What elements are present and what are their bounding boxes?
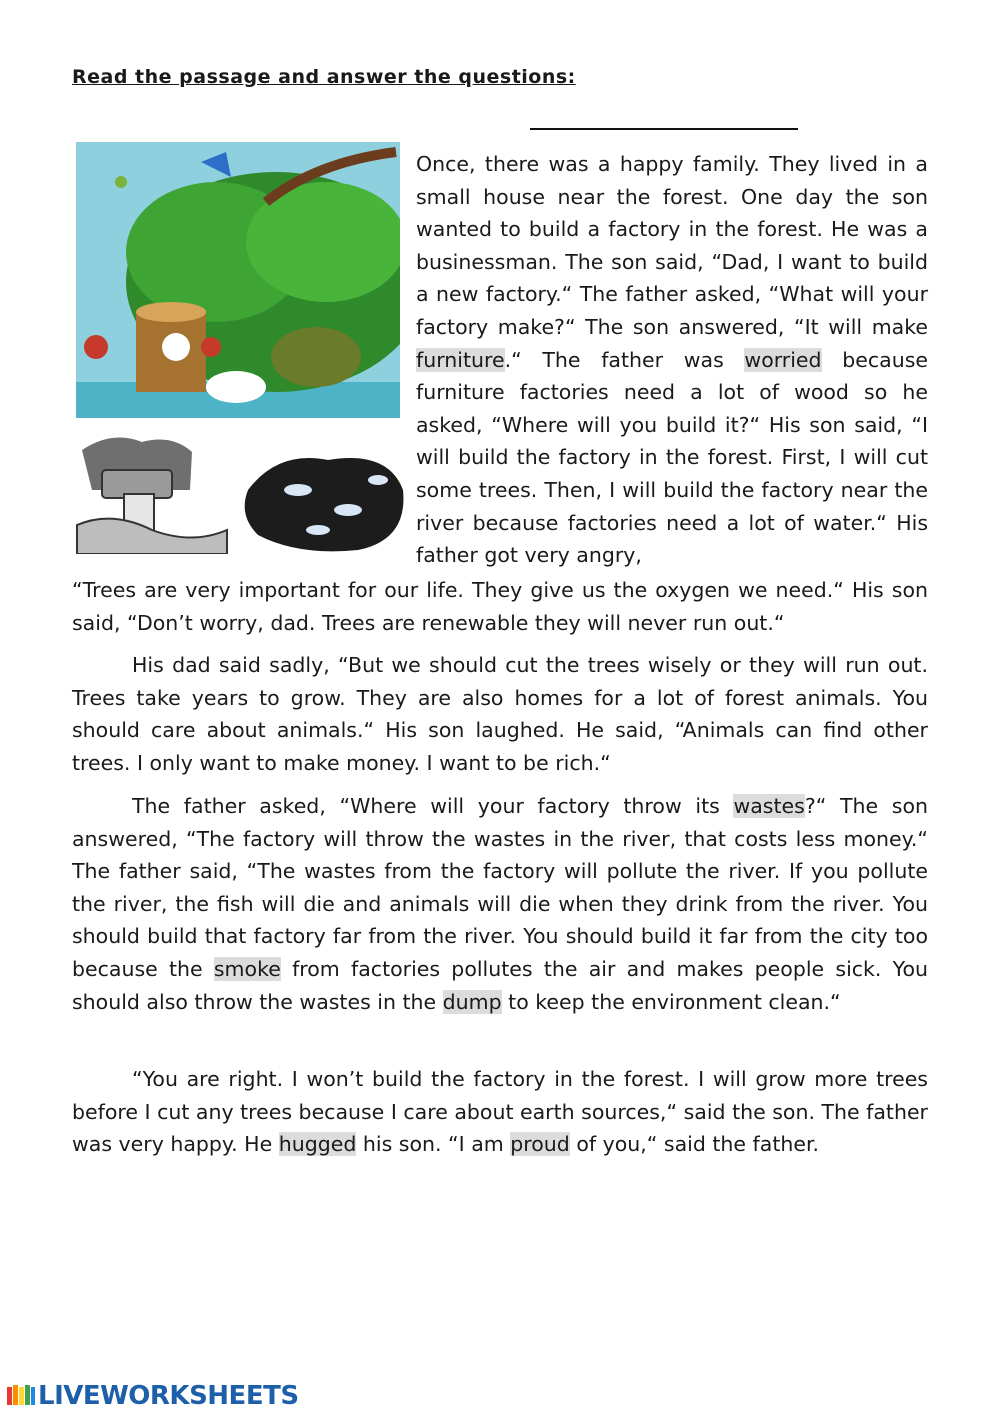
highlighted-word: hugged xyxy=(278,1132,357,1157)
passage-text: from factories pollutes the air and makes people sick. You should also throw the wastes in the xyxy=(72,956,928,1014)
passage-text: “Trees are very important for our life. They give us the oxygen we need.“ His son said, “Don’t worry, dad. Trees are renewable they will never run out.“ xyxy=(72,578,928,635)
passage-text: because furniture factories need a lot of wood so he asked, “Where will you build it?“ His son said, “I will build the factory in the forest. First, I will cut some trees. Then, I will build the factory near the river because factories need a lot of water.“ His father got very angry, xyxy=(416,347,928,568)
passage-paragraph-2 xyxy=(72,649,928,779)
passage-text: .“ The father was xyxy=(504,347,745,372)
highlighted-word: proud xyxy=(510,1132,570,1157)
passage-text: his son. “I am xyxy=(356,1132,511,1157)
highlighted-word: smoke xyxy=(213,956,281,981)
passage-text: to keep the environment clean.“ xyxy=(501,989,841,1014)
liveworksheets-logo-icon xyxy=(6,1383,36,1409)
passage-text: The father asked, “Where will your factory throw its xyxy=(132,794,734,818)
highlighted-word: wastes xyxy=(733,794,805,818)
highlighted-word: dump xyxy=(442,989,502,1014)
forest-animals-illustration xyxy=(76,142,400,418)
passage-paragraph-1 xyxy=(416,148,928,572)
passage-paragraph-4 xyxy=(72,1063,928,1161)
passage-text: His dad said sadly, “But we should cut the trees wisely or they will run out. Trees take years to grow. They are also homes for a lot of forest animals. You should care about animals.“ His son laughed. He said, “Animals can find other trees. I only want to make money. I want to be rich.“ xyxy=(72,653,928,775)
answer-line xyxy=(530,128,798,130)
passage-paragraph-1-continued xyxy=(72,574,928,639)
passage-text: of you,“ said the father. xyxy=(569,1132,820,1157)
passage-text: ?“ The son answered, “The factory will throw the wastes in the river, that costs less money.“ The father said, “The wastes from the factory will pollute the river. If you pollute the river, the fish will die and animals will die when they drink from the river. You should build that factory far from the river. You should build it far from the city too because the xyxy=(72,794,928,981)
highlighted-word: worried xyxy=(744,347,822,372)
oil-spill-fish-illustration xyxy=(238,440,408,556)
liveworksheets-logo-text: LIVEWORKSHEETS xyxy=(38,1381,299,1411)
passage-text: Once, there was a happy family. They lived in a small house near the forest. One day the son wanted to build a factory in the forest. He was a businessman. The son said, “Dad, I want to build a new factory.“ The father asked, “What will your factory make?“ The son answered, “It will make xyxy=(416,152,928,339)
worksheet-heading: Read the passage and answer the questions: xyxy=(72,66,576,88)
polluting-pipe-illustration xyxy=(72,430,232,554)
highlighted-word: furniture xyxy=(416,347,505,372)
passage-text: “You are right. I won’t build the factory in the forest. I will grow more trees before I cut any trees because I care about earth sources,“ said the son. The father was very happy. He xyxy=(72,1067,928,1157)
liveworksheets-logo[interactable] xyxy=(6,1380,299,1412)
passage-paragraph-3 xyxy=(72,790,928,1018)
